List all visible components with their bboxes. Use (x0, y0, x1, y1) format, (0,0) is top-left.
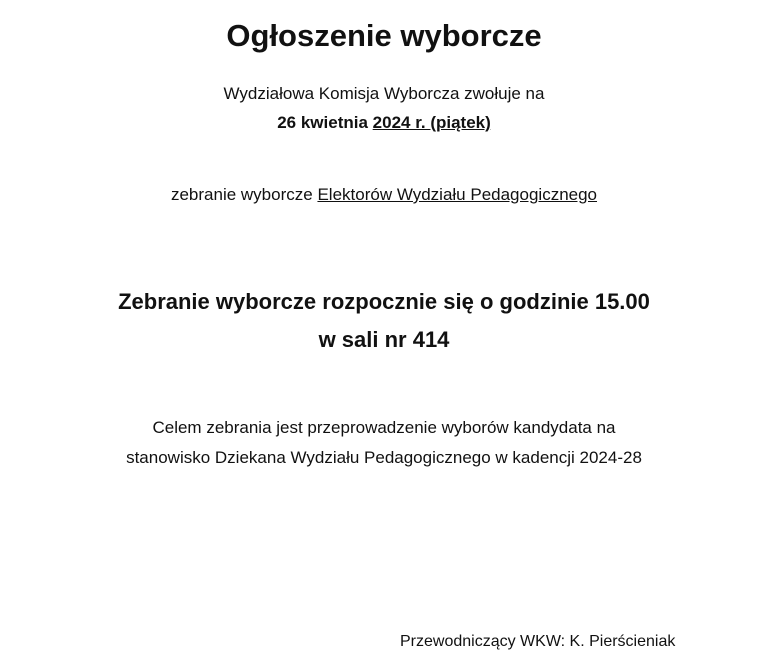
date-day: 26 kwietnia (277, 113, 368, 132)
meeting-date (0, 113, 768, 133)
signature: Przewodniczący WKW: K. Pierścieniak (400, 633, 676, 650)
purpose-line-2: stanowisko Dziekana Wydziału Pedagogicznego w kadencji 2024-28 (126, 448, 642, 467)
date-year-weekday: 2024 r. (piątek) (372, 113, 491, 132)
purpose-line-1: Celem zebrania jest przeprowadzenie wyborów kandydata na (152, 418, 616, 437)
page-title: Ogłoszenie wyborcze (226, 18, 542, 53)
meeting-electors: Elektorów Wydziału Pedagogicznego (317, 185, 598, 204)
meeting-time: Zebranie wyborcze rozpocznie się o godzinie 15.00 (118, 289, 650, 314)
intro-text: Wydziałowa Komisja Wyborcza zwołuje na (223, 84, 545, 103)
meeting-room: w sali nr 414 (318, 327, 450, 352)
meeting-prefix: zebranie wyborcze (170, 185, 313, 204)
meeting-description (0, 185, 768, 205)
